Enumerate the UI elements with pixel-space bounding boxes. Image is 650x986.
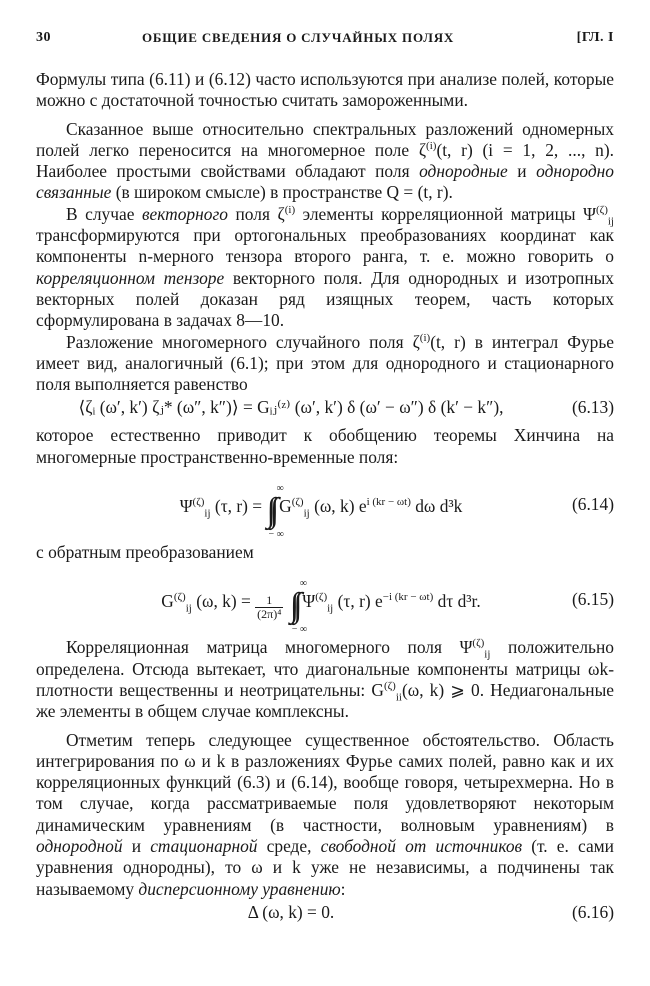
paragraph-5: которое естественно приводит к обобщению теоремы Хинчина на многомерные пространственно-временные поля: bbox=[36, 425, 614, 467]
equation-6-13-expression: ⟨ζᵢ (ω′, k′) ζⱼ* (ω″, k″)⟩ = Gᵢⱼ⁽ᶻ⁾ (ω′, k′) δ (ω′ − ω″) δ (k′ − k″), bbox=[78, 397, 504, 418]
double-integral-sign: ∫∫ ∞ − ∞ bbox=[266, 483, 284, 541]
paragraph-6: с обратным преобразованием bbox=[36, 542, 254, 563]
page-body bbox=[36, 69, 614, 930]
equation-6-15 bbox=[36, 569, 614, 636]
paragraph-2: Сказанное выше относительно спектральных разложений одномерных полей легко переносится на многомерное поле $\zeta^{(i)}(t$, r) (i = 1, 2, ..., n). Наиболее простыми свойствами обладают поля однородные и однородно связанные (в широком смысле) в пространстве Q = (t, r). bbox=[36, 118, 615, 203]
equation-6-15-number: (6.15) bbox=[571, 589, 614, 610]
page-number: 30 bbox=[36, 30, 51, 45]
double-integral-sign: ∫∫ ∞ − ∞ bbox=[289, 578, 308, 636]
equation-6-16-number: (6.16) bbox=[571, 901, 614, 922]
running-title: ОБЩИЕ СВЕДЕНИЯ О СЛУЧАЙНЫХ ПОЛЯХ bbox=[142, 30, 455, 45]
equation-6-14-number: (6.14) bbox=[571, 494, 614, 515]
fraction: $\frac{1}{\text{(2π)⁴}}$ bbox=[257, 593, 282, 622]
paragraph-8: Отметим теперь следующее существенное обстоятельство. Область интегрирования по ω и k в разложениях Фурье самих полей, равно как и их корреляционных функций (6.3) и (6.14), вообще говоря, четырехмерна. Но в том случае, когда рассматриваемые поля удовлетворяют некоторым динамическим уравнениям (в частности, волновым уравнениям) в однородной и стационарной среде, свободной от источников (т. е. сами уравнения однородны), то ω и k уже не независимы, а подчинены так называемому дисперсионному уравнению: bbox=[36, 729, 614, 899]
equation-6-16-expression: Δ (ω, k) = 0. bbox=[247, 901, 335, 922]
equation-6-13-number: (6.13) bbox=[571, 397, 614, 418]
equation-6-14 bbox=[36, 474, 614, 541]
chapter-label: [ГЛ. I bbox=[576, 30, 614, 45]
equation-6-16 bbox=[36, 902, 614, 928]
paragraph-7: Корреляционная матрица многомерного поля $\Psi^{(\zeta)}_{ij}$ положительно определена. Отсюда вытекает, что диагональные компоненты матрицы ωk-плотности вещественны и неотрицательны: $G^{(\zeta)}_{ii}(\omega$, k) ⩾ 0. Недиагональные же элементы в общем случае комплексны. bbox=[36, 637, 614, 722]
paragraph-3: В случае векторного поля $\zeta^{(i)}$ элементы корреляционной матрицы $\Psi^{(\zeta)}_{ij}$ трансформируются при ортогональных преобразованиях координат как компоненты n-мерного тензора второго ранга, т. е. можно говорить о корреляционном тензоре векторного поля. Для однородных и изотропных векторных полей доказан ряд изящных теорем, часть которых сформулирована в задачах 8—10. bbox=[36, 203, 615, 331]
paragraph-4: Разложение многомерного случайного поля $\zeta^{(i)}(t$, r) в интеграл Фурье имеет вид, аналогичный (6.1); при этом для однородного и стационарного поля выполняется равенство bbox=[36, 331, 614, 395]
equation-6-13 bbox=[36, 397, 614, 423]
page-header bbox=[36, 30, 614, 52]
equation-6-14-expression: $\Psi^{(\zeta)}_{ij}$ (τ, r) = ∫∫ ∞ − ∞ $G^{(\zeta)}_{ij}$ (ω, k) $e^{i (kr - \omega t)}$ dω d³k bbox=[179, 483, 463, 541]
paragraph-1: Формулы типа (6.11) и (6.12) часто используются при анализе полей, которые можно с достаточной точностью считать замороженными. bbox=[36, 69, 614, 111]
equation-6-15-expression: $G^{(\zeta)}_{ij}$ (ω, k) = $\frac{1}{\text{(2π)⁴}}$ ∫∫ ∞ − ∞ $\Psi^{(\zeta)}_{ij}$ (τ, r) $e^{-i (kr - \omega t)}$ dτ d³r. bbox=[161, 578, 481, 636]
